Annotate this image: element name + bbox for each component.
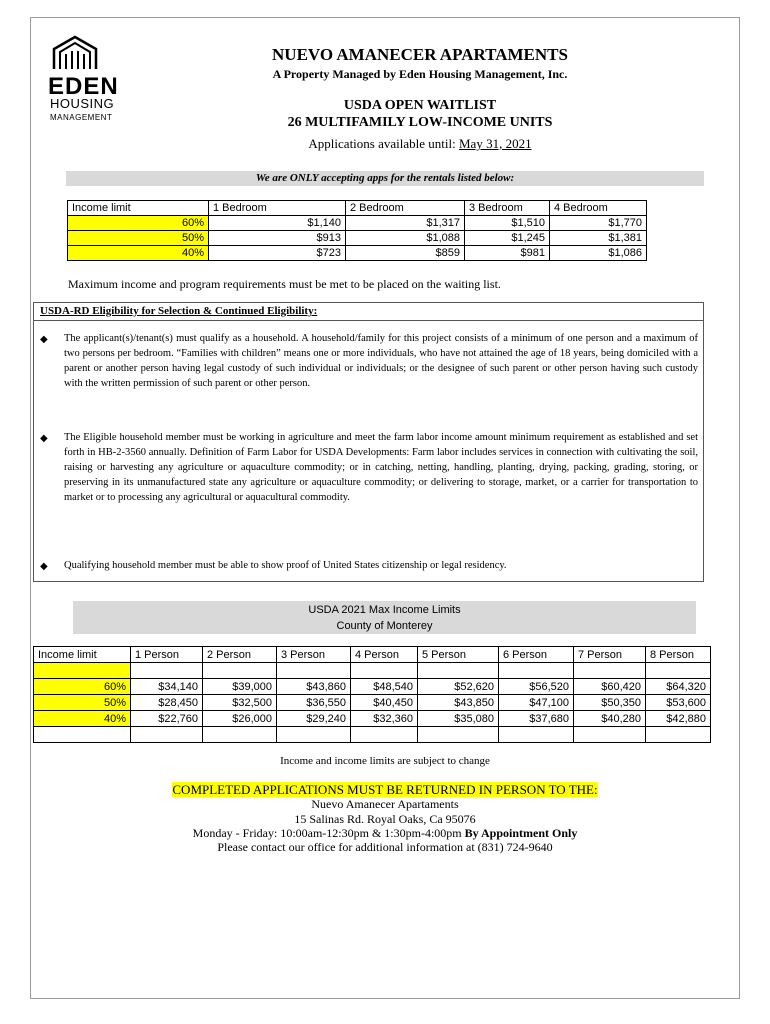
rent-cell: $913 <box>209 231 346 246</box>
rent-cell: $1,140 <box>209 216 346 231</box>
income-header-cell: 6 Person <box>499 647 574 663</box>
income-cell: $36,550 <box>277 695 351 711</box>
office-hours <box>0 826 770 841</box>
rent-header-cell: 4 Bedroom <box>550 201 647 216</box>
diamond-bullet-icon: ◆ <box>40 561 48 572</box>
income-header-cell: 1 Person <box>131 647 203 663</box>
income-cell: $29,240 <box>277 711 351 727</box>
completed-applications-notice <box>0 782 770 798</box>
income-cell: $28,450 <box>131 695 203 711</box>
income-header-cell: 4 Person <box>351 647 418 663</box>
logo-housing: HOUSING <box>50 96 115 111</box>
contact-info: Please contact our office for additional information at (831) 724-9640 <box>217 840 553 854</box>
diamond-bullet-icon: ◆ <box>40 433 48 444</box>
diamond-bullet-icon: ◆ <box>40 334 48 345</box>
table-row-empty <box>34 663 711 679</box>
income-limits-table <box>33 646 711 743</box>
income-cell: $40,280 <box>574 711 646 727</box>
eligibility-item: The applicant(s)/tenant(s) must qualify as a household. A household/family for this project consists of a minimum of one person and a maximum of two persons per bedroom. “Families with children” means one or more individuals, who have not attained the age of 18 years, being domiciled with a parent or another person having legal custody of such individual or individuals; or the designee of such parent or other person having such custody with the written permission of such parent or other person. <box>64 333 698 389</box>
availability-label: Applications available until: <box>308 136 459 151</box>
income-cell: $43,860 <box>277 679 351 695</box>
income-cell: $53,600 <box>646 695 711 711</box>
rent-cell: $1,088 <box>346 231 465 246</box>
table-row <box>68 246 647 261</box>
availability <box>180 136 660 152</box>
rent-header-cell: 1 Bedroom <box>209 201 346 216</box>
income-cell: $22,760 <box>131 711 203 727</box>
income-cell: $56,520 <box>499 679 574 695</box>
table-row <box>34 695 711 711</box>
income-cell: $35,080 <box>418 711 499 727</box>
income-cell: $60,420 <box>574 679 646 695</box>
rent-cell: $1,381 <box>550 231 647 246</box>
rent-cell: $1,770 <box>550 216 647 231</box>
income-limit-pct: 50% <box>34 695 131 711</box>
rent-income-limit: 40% <box>68 246 209 261</box>
eligibility-heading: USDA-RD Eligibility for Selection & Continued Eligibility: <box>40 305 318 317</box>
income-header-row <box>34 647 711 663</box>
income-cell: $64,320 <box>646 679 711 695</box>
logo-eden: EDEN <box>48 73 119 100</box>
rent-cell: $1,510 <box>465 216 550 231</box>
income-cell: $47,100 <box>499 695 574 711</box>
table-row <box>34 679 711 695</box>
rent-cell: $859 <box>346 246 465 261</box>
income-cell: $52,620 <box>418 679 499 695</box>
rent-cell: $723 <box>209 246 346 261</box>
units-title: 26 MULTIFAMILY LOW-INCOME UNITS <box>287 115 553 130</box>
income-limit-pct: 40% <box>34 711 131 727</box>
income-cell: $40,450 <box>351 695 418 711</box>
eligibility-divider <box>34 320 703 321</box>
rent-cell: $981 <box>465 246 550 261</box>
table-row-empty <box>34 727 711 743</box>
property-title: NUEVO AMANECER APARTAMENTS <box>272 45 568 64</box>
subject-to-change-note: Income and income limits are subject to change <box>280 755 490 767</box>
waitlist-title: USDA OPEN WAITLIST <box>343 98 497 113</box>
rent-income-limit: 60% <box>68 216 209 231</box>
income-limits-header <box>73 601 696 634</box>
income-header-cell: 2 Person <box>203 647 277 663</box>
income-cell: $42,880 <box>646 711 711 727</box>
table-row <box>34 711 711 727</box>
max-requirements-note: Maximum income and program requirements must be met to be placed on the waiting list. <box>68 277 501 291</box>
income-cell: $39,000 <box>203 679 277 695</box>
income-header-cell: 8 Person <box>646 647 711 663</box>
logo-management: MANAGEMENT <box>50 113 113 122</box>
rent-table <box>67 200 647 261</box>
eden-housing-logo <box>48 35 128 125</box>
income-cell: $48,540 <box>351 679 418 695</box>
eligibility-box <box>33 302 704 582</box>
rent-cell: $1,317 <box>346 216 465 231</box>
income-cell: $26,000 <box>203 711 277 727</box>
income-cell: $32,500 <box>203 695 277 711</box>
income-header-cell: 5 Person <box>418 647 499 663</box>
table-row <box>68 231 647 246</box>
income-cell: $34,140 <box>131 679 203 695</box>
eligibility-item: Qualifying household member must be able to show proof of United States citizenship or legal residency. <box>64 560 507 571</box>
income-header-cell: Income limit <box>34 647 131 663</box>
managed-by: A Property Managed by Eden Housing Management, Inc. <box>272 67 568 81</box>
income-cell: $32,360 <box>351 711 418 727</box>
rentals-banner: We are ONLY accepting apps for the rentals listed below: <box>66 171 704 186</box>
income-limits-title: USDA 2021 Max Income Limits <box>308 604 461 616</box>
rent-header-cell: 3 Bedroom <box>465 201 550 216</box>
building-icon <box>52 35 98 71</box>
income-header-cell: 3 Person <box>277 647 351 663</box>
rent-header-cell: Income limit <box>68 201 209 216</box>
table-row <box>68 216 647 231</box>
office-name: Nuevo Amanecer Apartaments <box>311 797 459 811</box>
income-cell: $37,680 <box>499 711 574 727</box>
income-cell: $43,850 <box>418 695 499 711</box>
availability-date: May 31, 2021 <box>458 136 532 151</box>
eligibility-item: The Eligible household member must be working in agriculture and meet the farm labor income amount minimum requirement as established and set forth in HB-2-3560 annually. Definition of Farm Labor for USDA Developments: Farm labor includes services in connection with cultivating the soil, raising or harvesting any agriculture or aquaculture commodity; or in catching, netting, handling, planting, drying, packing, grading, storing, or preserving in its unmanufactured state any agriculture or aquaculture commodity; or delivering to storage, market, or a carrier for transportation to market or to processing any agricultural or aquacultural commodity. <box>64 432 698 503</box>
appointment-only: By Appointment Only <box>464 826 578 840</box>
office-address: 15 Salinas Rd. Royal Oaks, Ca 95076 <box>294 812 476 826</box>
income-limit-pct: 60% <box>34 679 131 695</box>
rent-header-row <box>68 201 647 216</box>
income-limits-subtitle: County of Monterey <box>336 620 433 632</box>
income-cell: $50,350 <box>574 695 646 711</box>
rent-cell: $1,245 <box>465 231 550 246</box>
rent-header-cell: 2 Bedroom <box>346 201 465 216</box>
completed-applications-text: COMPLETED APPLICATIONS MUST BE RETURNED IN PERSON TO THE: <box>172 782 598 797</box>
office-hours-text: Monday - Friday: 10:00am-12:30pm & 1:30pm-4:00pm <box>192 826 465 840</box>
income-header-cell: 7 Person <box>574 647 646 663</box>
rent-income-limit: 50% <box>68 231 209 246</box>
rent-cell: $1,086 <box>550 246 647 261</box>
